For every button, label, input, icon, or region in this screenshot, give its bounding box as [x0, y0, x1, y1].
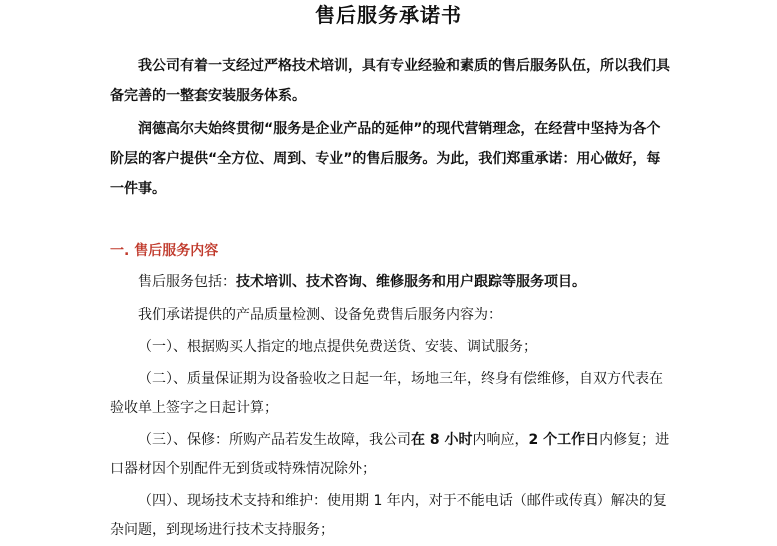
- service-item-3: [110, 426, 670, 484]
- services-prefix: 售后服务包括：: [138, 274, 236, 290]
- item3-repair-time: 2 个工作日: [528, 432, 600, 448]
- commit-line: 我们承诺提供的产品质量检测、设备免费售后服务内容为：: [138, 307, 502, 323]
- item3-text-e: 内修复；进口器材因个别配件无到货或特殊情况除外；: [110, 432, 670, 477]
- intro-paragraph-1: 我公司有着一支经过严格技术培训，具有专业经验和素质的售后服务队伍，所以我们具备完善的一整套安装服务体系。: [110, 58, 670, 104]
- item3-text-a: （三）、保修：所购产品若发生故障，我公司: [138, 432, 411, 448]
- services-list: 技术培训、技术咨询、维修服务和用户跟踪等服务项目。: [236, 274, 586, 290]
- item3-text-c: 内响应，: [472, 432, 529, 448]
- section-heading: 一. 售后服务内容: [110, 243, 219, 259]
- service-item-1: （一）、根据购买人指定的地点提供免费送货、安装、调试服务；: [138, 339, 537, 355]
- document-title: 售后服务承诺书: [315, 3, 462, 27]
- item3-response-time: 在 8 小时: [411, 432, 473, 448]
- intro-paragraph-2: 润德高尔夫始终贯彻“服务是企业产品的延伸”的现代营销理念，在经营中坚持为各个阶层的客户提供“全方位、周到、专业”的售后服务。为此，我们郑重承诺：用心做好，每一件事。: [110, 121, 661, 197]
- services-line: [110, 268, 670, 297]
- service-item-4: （四）、现场技术支持和维护：使用期 1 年内，对于不能电话（邮件或传真）解决的复杂问题，到现场进行技术支持服务；: [110, 493, 667, 538]
- service-item-2: （二）、质量保证期为设备验收之日起一年，场地三年，终身有偿维修，自双方代表在验收单上签字之日起计算；: [110, 371, 663, 416]
